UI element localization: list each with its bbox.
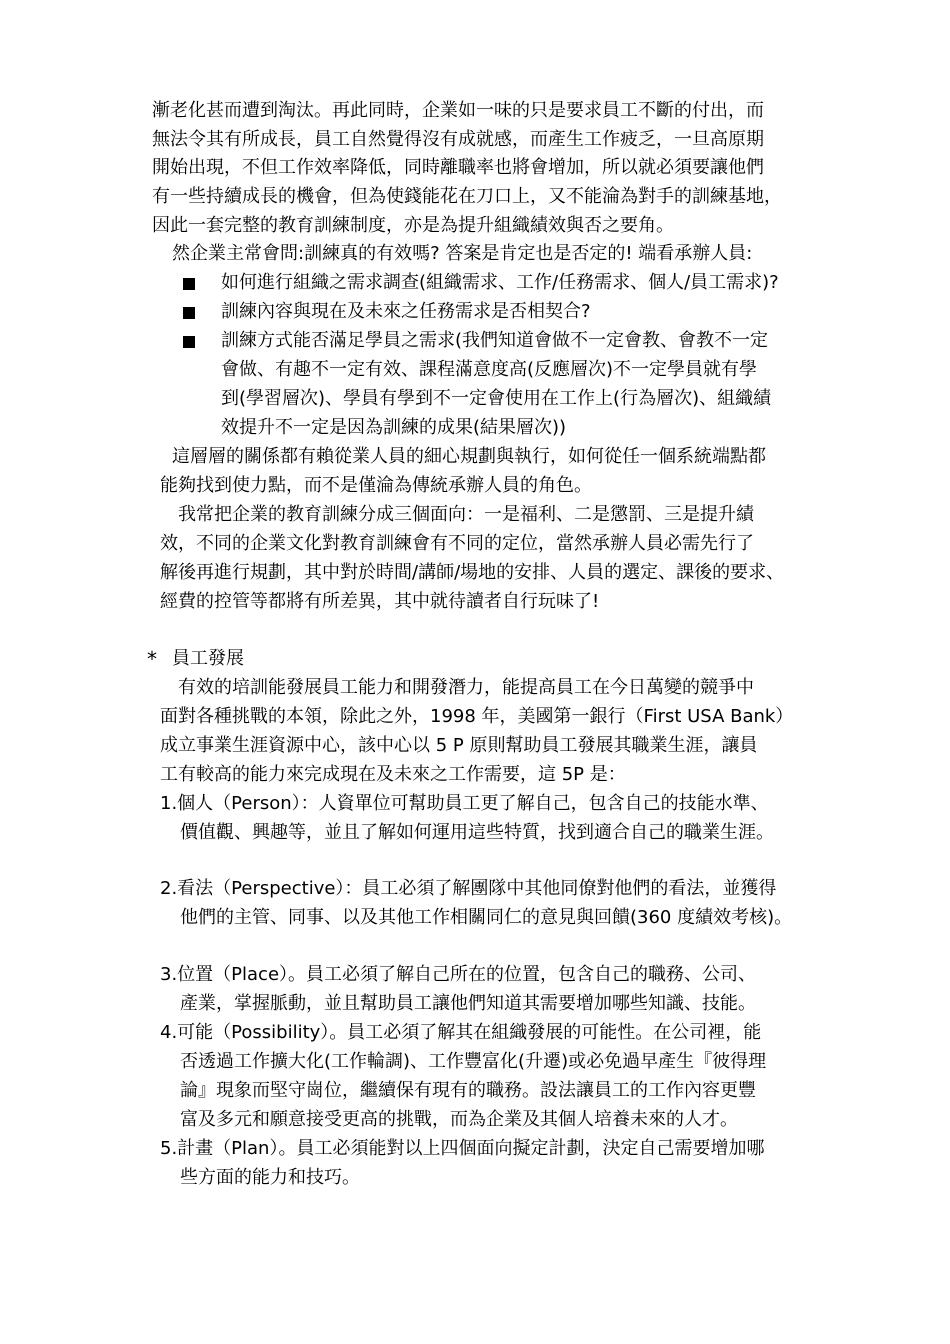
list-item-continued: 到(學習層次)、學員有學到不一定會使用在工作上(行為層次)、組織績 xyxy=(221,388,772,409)
list-item: 訓練內容與現在及未來之任務需求是否相契合? xyxy=(221,301,591,322)
text-line: 漸老化甚而遭到淘汰。再此同時，企業如一味的只是要求員工不斷的付出，而 xyxy=(152,100,764,121)
list-item-perspective: 2.看法（Perspective）：員工必須了解團隊中其他同僚對他們的看法，並獲得 xyxy=(160,878,777,899)
text-line: 工有較高的能力來完成現在及未來之工作需要，這 5P 是： xyxy=(160,764,626,785)
list-item-continued: 會做、有趣不一定有效、課程滿意度高(反應層次)不一定學員就有學 xyxy=(221,359,758,380)
list-item-plan: 5.計畫（Plan）。員工必須能對以上四個面向擬定計劃，決定自己需要增加哪 xyxy=(160,1138,765,1159)
text-line: 面對各種挑戰的本領，除此之外，1998 年，美國第一銀行（First USA Bank） xyxy=(160,706,794,727)
list-item-continued: 產業，掌握脈動，並且幫助員工讓他們知道其需要增加哪些知識、技能。 xyxy=(180,993,756,1014)
text-line: 有效的培訓能發展員工能力和開發潛力，能提高員工在今日萬變的競爭中 xyxy=(178,677,754,698)
text-line: 能夠找到使力點，而不是僅淪為傳統承辦人員的角色。 xyxy=(160,475,592,496)
list-item-continued: 他們的主管、同事、以及其他工作相關同仁的意見與回饋(360 度績效考核)。 xyxy=(180,907,793,928)
square-bullet-icon xyxy=(183,278,195,290)
text-line: 開始出現，不但工作效率降低，同時離職率也將會增加，所以就必須要讓他們 xyxy=(152,157,764,178)
question-line: 然企業主常會問:訓練真的有效嗎? 答案是肯定也是否定的! 端看承辦人員: xyxy=(172,243,753,264)
list-item-place: 3.位置（Place）。員工必須了解自己所在的位置，包含自己的職務、公司、 xyxy=(160,964,757,985)
section-title: 員工發展 xyxy=(172,648,244,669)
list-item: 訓練方式能否滿足學員之需求(我們知道會做不一定會教、會教不一定 xyxy=(221,330,769,351)
text-line: 這層層的關係都有賴從業人員的細心規劃與執行，如何從任一個系統端點都 xyxy=(172,446,766,467)
list-item-possibility: 4.可能（Possibility）。員工必須了解其在組織發展的可能性。在公司裡，能 xyxy=(160,1022,762,1043)
text-line: 因此一套完整的教育訓練制度，亦是為提升組織績效與否之要角。 xyxy=(152,215,674,236)
list-item-continued: 論』現象而堅守崗位，繼續保有現有的職務。設法讓員工的工作內容更豐 xyxy=(180,1080,756,1101)
list-item-continued: 效提升不一定是因為訓練的成果(結果層次)) xyxy=(221,417,567,438)
text-line: 無法令其有所成長，員工自然覺得沒有成就感，而產生工作疲乏，一旦高原期 xyxy=(152,129,764,150)
square-bullet-icon xyxy=(183,307,195,319)
text-line: 經費的控管等都將有所差異，其中就待讀者自行玩味了! xyxy=(160,591,600,612)
text-line: 解後再進行規劃，其中對於時間/講師/場地的安排、人員的選定、課後的要求、 xyxy=(160,562,785,583)
asterisk-marker: * xyxy=(147,647,157,671)
square-bullet-icon xyxy=(183,336,195,348)
list-item-person: 1.個人（Person）：人資單位可幫助員工更了解自己，包含自己的技能水準、 xyxy=(160,793,769,814)
list-item-continued: 否透過工作擴大化(工作輪調)、工作豐富化(升遷)或必免過早產生『彼得理 xyxy=(180,1051,767,1072)
text-line: 效，不同的企業文化對教育訓練會有不同的定位，當然承辦人員必需先行了 xyxy=(160,533,754,554)
list-item: 如何進行組織之需求調查(組織需求、工作/任務需求、個人/員工需求)? xyxy=(221,272,779,293)
text-line: 我常把企業的教育訓練分成三個面向：一是福利、二是懲罰、三是提升績 xyxy=(178,504,754,525)
list-item-continued: 些方面的能力和技巧。 xyxy=(180,1167,360,1188)
list-item-continued: 富及多元和願意接受更高的挑戰，而為企業及其個人培養未來的人才。 xyxy=(180,1109,738,1130)
list-item-continued: 價值觀、興趣等，並且了解如何運用這些特質，找到適合自己的職業生涯。 xyxy=(180,822,774,843)
text-line: 成立事業生涯資源中心，該中心以 5 P 原則幫助員工發展其職業生涯，讓員 xyxy=(160,735,758,756)
text-line: 有一些持續成長的機會，但為使錢能花在刀口上，又不能淪為對手的訓練基地， xyxy=(152,186,782,207)
